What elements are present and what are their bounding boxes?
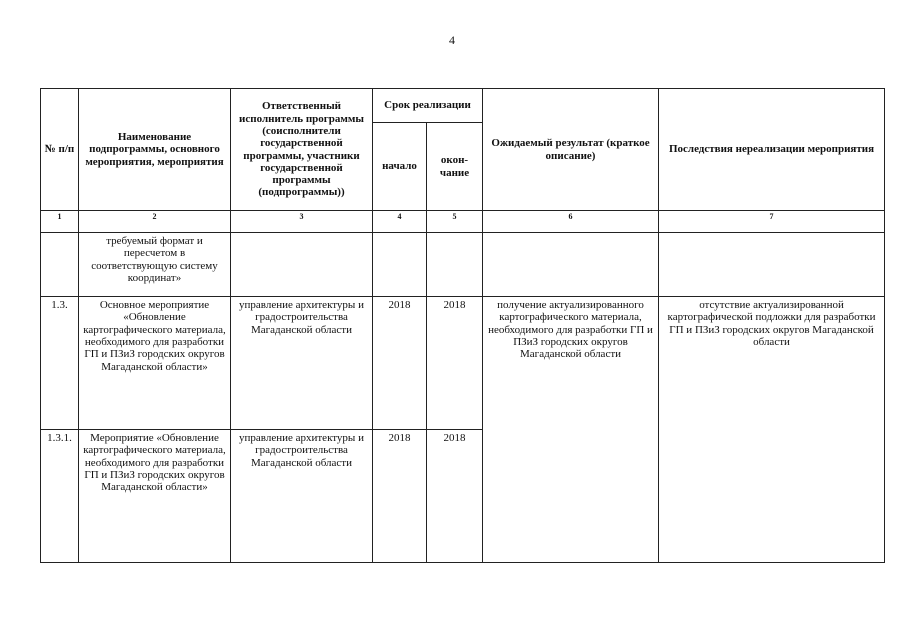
col-number-5: 5 [427,211,483,233]
row-result-empty [483,233,659,297]
header-name: Наименование подпрограммы, основного мероприятия, мероприятия [79,89,231,211]
row-end [427,233,483,297]
row-name: Основное мероприятие «Обновление картографического материала, необходимого для разработки ГП и ПЗиЗ городских округов Магаданской области» [79,297,231,430]
table-row [41,297,885,430]
row-name: требуемый формат и пересчетом в соответствующую систему координат» [79,233,231,297]
header-result: Ожидаемый результат (краткое описание) [483,89,659,211]
row-executor: управление архитектуры и градостроительства Магаданской области [231,430,373,563]
header-start: начало [373,123,427,211]
header-consequence: Последствия нереализации мероприятия [659,89,885,211]
row-end: 2018 [427,430,483,563]
merged-consequence: отсутствие актуализированной картографической подложки для разработки ГП и ПЗиЗ городских округов Магаданской области [659,297,885,563]
header-end: окон-чание [427,123,483,211]
header-row-1 [41,89,885,123]
col-number-4: 4 [373,211,427,233]
program-table [40,88,885,563]
row-name: Мероприятие «Обновление картографического материала, необходимого для разработки ГП и ПЗиЗ городских округов Магаданской области» [79,430,231,563]
row-end: 2018 [427,297,483,430]
header-num: № п/п [41,89,79,211]
col-number-6: 6 [483,211,659,233]
row-start: 2018 [373,430,427,563]
row-executor [231,233,373,297]
header-executor: Ответственный исполнитель программы (соисполнители государственной программы, участники государственной программы (подпрограммы)) [231,89,373,211]
row-start: 2018 [373,297,427,430]
row-executor: управление архитектуры и градостроительства Магаданской области [231,297,373,430]
col-number-7: 7 [659,211,885,233]
col-number-3: 3 [231,211,373,233]
page-number: 4 [449,33,455,47]
row-start [373,233,427,297]
table-row [41,233,885,297]
row-number [41,233,79,297]
row-consequence-empty [659,233,885,297]
col-number-2: 2 [79,211,231,233]
header-term: Срок реализации [373,89,483,123]
merged-result: получение актуализированного картографического материала, необходимого для разработки ГП и ПЗиЗ городских округов Магаданской области [483,297,659,563]
col-number-1: 1 [41,211,79,233]
row-number: 1.3. [41,297,79,430]
column-number-row [41,211,885,233]
row-number: 1.3.1. [41,430,79,563]
